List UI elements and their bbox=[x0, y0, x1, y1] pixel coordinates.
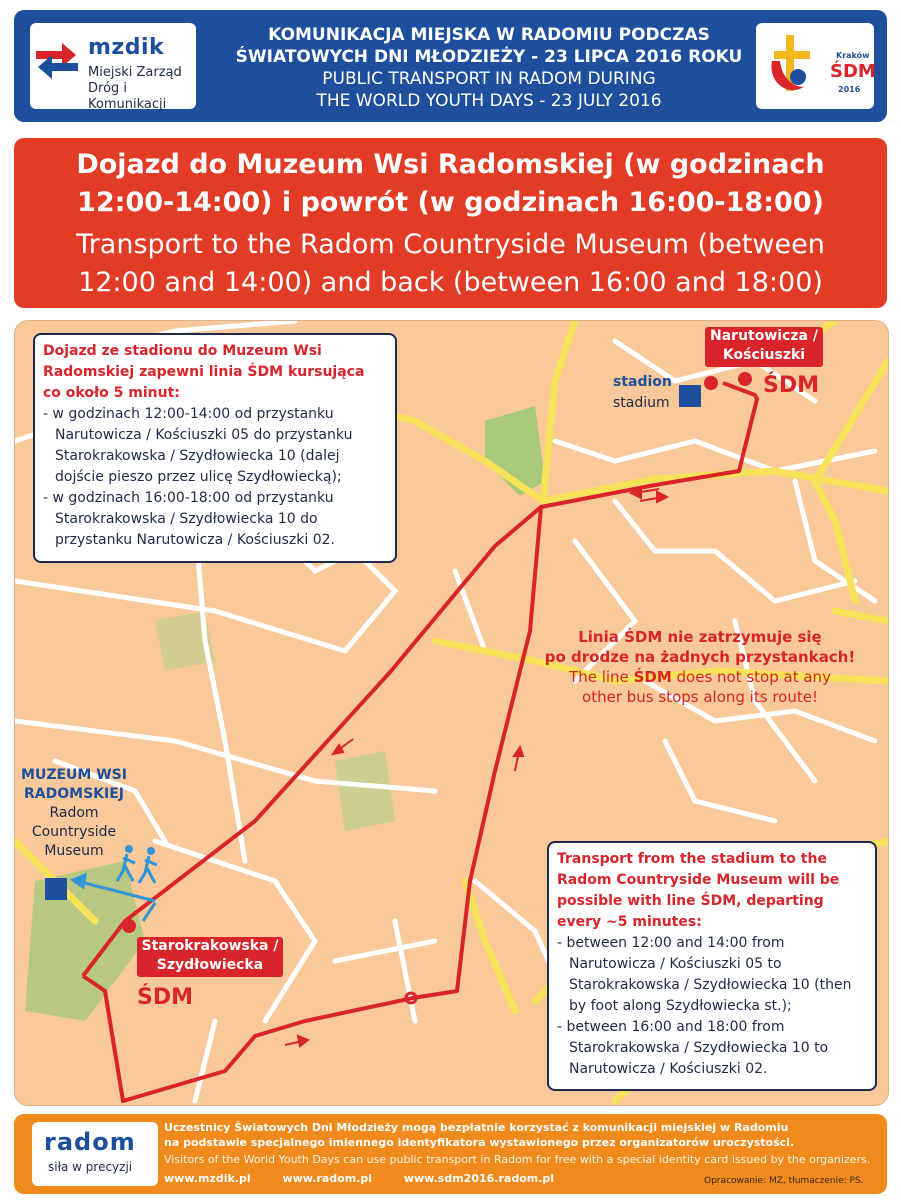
title-en-line-1: Transport to the Radom Countryside Museum (between bbox=[76, 229, 825, 260]
note-pl-line-2: po drodze na żadnych przystankach! bbox=[544, 648, 856, 666]
stop-south-line-1: Starokrakowska / bbox=[141, 938, 279, 954]
mzdik-arrows-icon bbox=[36, 37, 82, 83]
stadium-label-en: stadium bbox=[613, 395, 670, 411]
footer-pl-line-2: na podstawie specjalnego imiennego identyfikatora wystawionego przez organizatorów uroczystości. bbox=[164, 1136, 795, 1149]
title-en-line-2: 12:00 and 14:00) and back (between 16:00 and 18:00) bbox=[78, 267, 823, 298]
line-badge-north: ŚDM bbox=[763, 373, 819, 398]
footer-text-en: Visitors of the World Youth Days can use public transport in Radom for free with a special identity card issued by the organizers. bbox=[164, 1153, 871, 1166]
museum-en-line-1: Radom bbox=[49, 805, 99, 821]
radom-logo bbox=[32, 1122, 158, 1186]
title-banner bbox=[14, 138, 887, 308]
info-en-item-1: - between 12:00 and 14:00 from Narutowicza / Kościuszki 05 to Starokrakowska / Szydłowiecka 10 (then by foot along Szydłowiecka st.); bbox=[557, 935, 852, 1014]
museum-en-line-3: Museum bbox=[44, 843, 104, 859]
footer-credit: Opracowanie: MZ, tłumaczenie: PS. bbox=[704, 1176, 864, 1186]
link-sdm2016[interactable]: www.sdm2016.radom.pl bbox=[403, 1172, 555, 1185]
line-badge-south: ŚDM bbox=[137, 985, 193, 1010]
info-box-en bbox=[547, 841, 877, 1091]
mzdik-subtitle: Miejski Zarząd Dróg i Komunikacji bbox=[88, 65, 182, 112]
title-pl bbox=[14, 146, 887, 222]
museum-pl-line-2: RADOMSKIEJ bbox=[24, 786, 124, 802]
link-mzdik[interactable]: www.mzdik.pl bbox=[164, 1172, 251, 1185]
header-title-en-1: PUBLIC TRANSPORT IN RADOM DURING bbox=[322, 69, 656, 89]
sdm-logo-city: Kraków bbox=[836, 51, 870, 60]
footer-pl-line-1: Uczestnicy Światowych Dni Młodzieży mogą bezpłatnie korzystać z komunikacji miejskiej w Radomiu bbox=[164, 1121, 789, 1134]
radom-logo-tagline: siła w precyzji bbox=[48, 1160, 133, 1174]
sdm-logo-mark: ŚDM bbox=[830, 61, 876, 82]
note-pl-line-1: Linia ŚDM nie zatrzymuje się bbox=[578, 628, 822, 646]
header-text bbox=[214, 24, 764, 112]
title-pl-line-2: 12:00-14:00) i powrót (w godzinach 16:00-18:00) bbox=[77, 187, 824, 218]
sdm-logo-year: 2016 bbox=[838, 85, 861, 94]
stop-label-north bbox=[705, 327, 823, 367]
museum-label-pl bbox=[19, 766, 129, 804]
stadium-label-pl: stadion bbox=[613, 374, 672, 390]
note-en-line-1 bbox=[535, 667, 865, 687]
museum-marker[interactable] bbox=[45, 878, 67, 900]
museum-label-en bbox=[19, 804, 129, 861]
header-banner bbox=[14, 10, 887, 122]
stop-label-south bbox=[137, 937, 283, 977]
note-en-line-2: other bus stops along its route! bbox=[582, 688, 818, 706]
link-radom[interactable]: www.radom.pl bbox=[282, 1172, 372, 1185]
stop-marker-north-2[interactable] bbox=[738, 372, 752, 386]
mzdik-logo bbox=[30, 23, 196, 112]
title-en bbox=[14, 226, 887, 302]
sdm-cross-icon bbox=[766, 31, 828, 101]
museum-en-line-2: Countryside bbox=[31, 824, 117, 840]
museum-pl-line-1: MUZEUM WSI bbox=[21, 767, 127, 783]
note-en-pre: The line bbox=[569, 668, 634, 686]
no-stops-note bbox=[535, 627, 865, 707]
stop-north-line-1: Narutowicza / bbox=[710, 328, 818, 344]
info-en-lead: Transport from the stadium to the Radom Countryside Museum will be possible with line ŚDM, departing every ~5 minutes: bbox=[557, 851, 840, 930]
stop-north-line-2: Kościuszki bbox=[722, 347, 806, 363]
info-pl-item-1: - w godzinach 12:00-14:00 od przystanku Narutowicza / Kościuszki 05 do przystanku Starokrakowska / Szydłowiecka 10 (dalej dojście pieszo przez ulicę Szydłowiecką); bbox=[43, 406, 353, 485]
footer-links bbox=[164, 1172, 580, 1185]
info-en-item-2: - between 16:00 and 18:00 from Starokrakowska / Szydłowiecka 10 to Narutowicza / Kościuszki 02. bbox=[557, 1019, 829, 1077]
header-title-pl-2: ŚWIATOWYCH DNI MŁODZIEŻY - 23 LIPCA 2016 ROKU bbox=[235, 47, 743, 67]
info-pl-lead: Dojazd ze stadionu do Muzeum Wsi Radomskiej zapewni linia ŚDM kursująca co około 5 minut: bbox=[43, 343, 365, 401]
header-title-pl-1: KOMUNIKACJA MIEJSKA W RADOMIU PODCZAS bbox=[268, 25, 710, 45]
museum-park-area bbox=[25, 861, 145, 1021]
stop-south-line-2: Szydłowiecka bbox=[156, 957, 264, 973]
stadium-marker[interactable] bbox=[679, 385, 701, 407]
footer-text-pl bbox=[164, 1120, 884, 1150]
header-title-en-2: THE WORLD YOUTH DAYS - 23 JULY 2016 bbox=[316, 91, 662, 111]
stop-marker-north-1[interactable] bbox=[704, 376, 718, 390]
stop-marker-south[interactable] bbox=[122, 919, 136, 933]
info-pl-item-2: - w godzinach 16:00-18:00 od przystanku Starokrakowska / Szydłowiecka 10 do przystanku Narutowicza / Kościuszki 02. bbox=[43, 490, 335, 548]
park-area-small bbox=[335, 751, 395, 831]
radom-logo-word: radom bbox=[44, 1128, 136, 1156]
note-en-line-name: ŚDM bbox=[633, 668, 672, 686]
mzdik-name: mzdik bbox=[88, 35, 165, 60]
route-map[interactable] bbox=[14, 320, 889, 1106]
footer-banner bbox=[14, 1114, 887, 1194]
info-box-pl bbox=[33, 333, 397, 563]
note-en-post: does not stop at any bbox=[671, 668, 831, 686]
sdm-logo bbox=[756, 23, 874, 109]
title-pl-line-1: Dojazd do Muzeum Wsi Radomskiej (w godzinach bbox=[76, 149, 825, 180]
